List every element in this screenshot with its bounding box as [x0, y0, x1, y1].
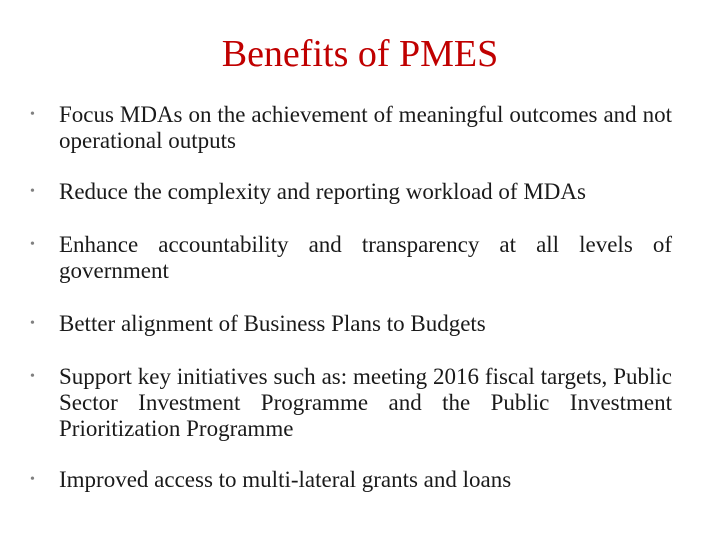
bullet-item — [30, 179, 672, 205]
bullet-text: Focus MDAs on the achievement of meaningful outcomes and not operational outputs — [59, 102, 672, 153]
bullet-item — [30, 467, 672, 493]
bullet-marker: • — [30, 472, 35, 487]
bullet-text: Reduce the complexity and reporting workload of MDAs — [59, 179, 586, 204]
bullet-marker: • — [30, 316, 35, 331]
bullet-item — [30, 364, 672, 442]
bullet-list — [30, 102, 672, 493]
bullet-item — [30, 232, 672, 284]
bullet-text: Enhance accountability and transparency at all levels of government — [59, 232, 672, 283]
bullet-text: Improved access to multi-lateral grants and loans — [59, 467, 512, 492]
slide-title: Benefits of PMES — [221, 33, 499, 75]
bullet-marker: • — [30, 237, 35, 252]
bullet-item — [30, 311, 672, 337]
bullet-text: Better alignment of Business Plans to Budgets — [59, 311, 486, 336]
bullet-text: Support key initiatives such as: meeting 2016 fiscal targets, Public Sector Investment Programme and the Public Investment Prioritization Programme — [59, 364, 672, 441]
bullet-item — [30, 102, 672, 154]
bullet-marker: • — [30, 184, 35, 199]
bullet-marker: • — [30, 369, 35, 384]
bullet-marker: • — [30, 107, 35, 122]
